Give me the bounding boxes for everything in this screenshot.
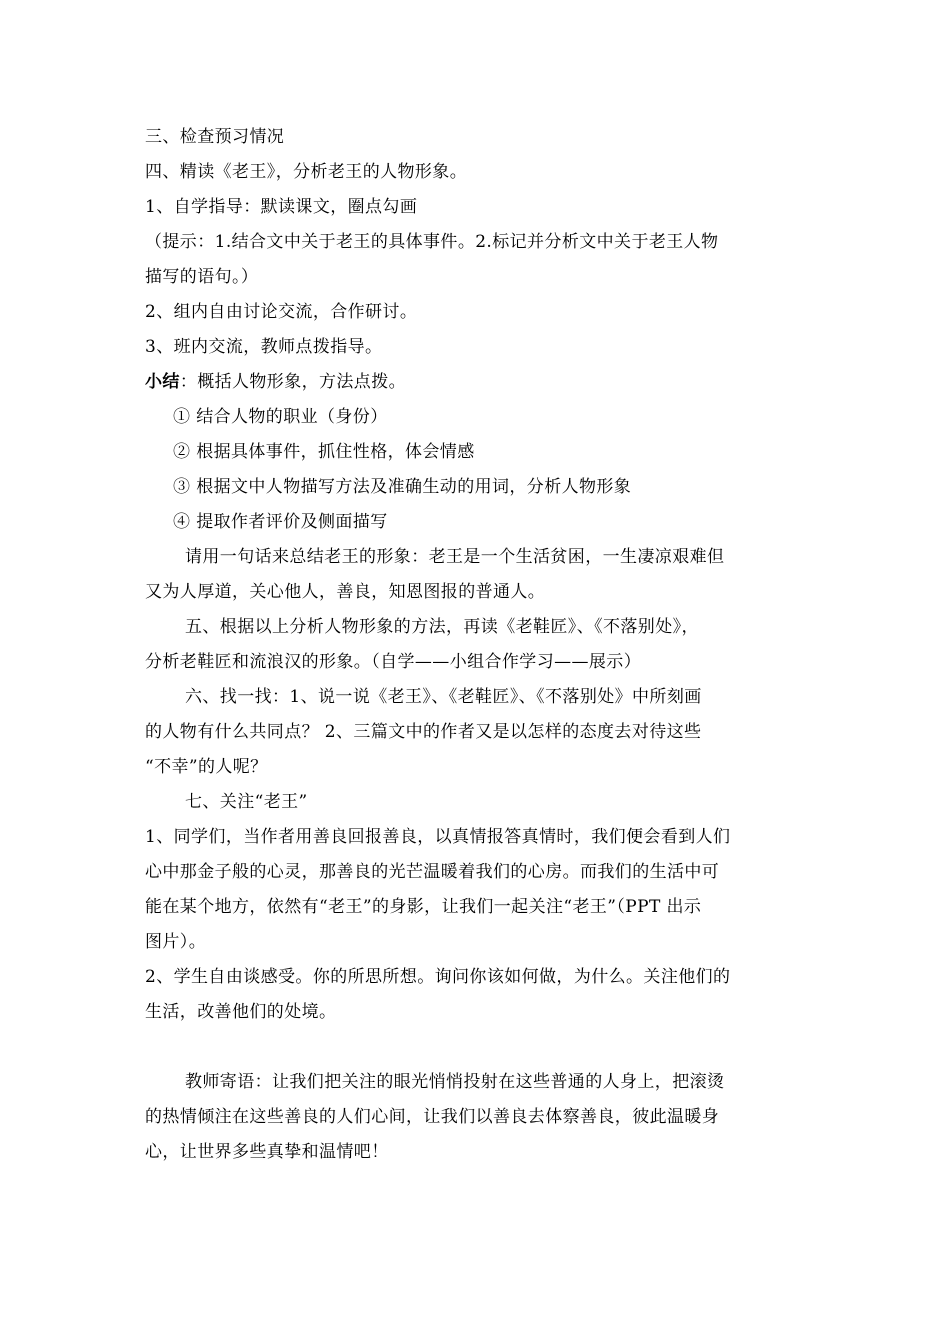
method-item: ① 结合人物的职业（身份） — [173, 407, 388, 427]
image-summary-line-1: 请用一句话来总结老王的形象：老王是一个生活贫困，一生凄凉艰难但 — [185, 547, 725, 567]
section-five-line-2: 分析老鞋匠和流浪汉的形象。（自学——小组合作学习——展示） — [145, 652, 642, 672]
section-seven-item1-line-2: 心中那金子般的心灵，那善良的光芒温暖着我们的心房。而我们的生活中可 — [145, 862, 720, 882]
summary-text: ：概括人物形象，方法点拨。 — [179, 372, 407, 392]
teacher-message-line-2: 的热情倾注在这些善良的人们心间，让我们以善良去体察善良，彼此温暖身 — [145, 1107, 720, 1127]
section-seven-item1-line-3: 能在某个地方，依然有“老王”的身影，让我们一起关注“老王”（PPT 出示 — [145, 897, 702, 917]
teacher-message-line-1: 教师寄语：让我们把关注的眼光悄悄投射在这些普通的人身上，把滚烫 — [185, 1072, 725, 1092]
method-item: ③ 根据文中人物描写方法及准确生动的用词，分析人物形象 — [173, 477, 632, 497]
class-exchange-item: 3、班内交流，教师点拨指导。 — [145, 337, 383, 357]
summary-label: 小结 — [145, 372, 180, 392]
paragraph-spacer — [145, 1030, 815, 1065]
document-body — [145, 120, 815, 1170]
hint-line-1: （提示：1.结合文中关于老王的具体事件。2.标记并分析文中关于老王人物 — [145, 232, 719, 252]
method-item: ② 根据具体事件，抓住性格，体会情感 — [173, 442, 475, 462]
study-guide-item: 1、自学指导：默读课文，圈点勾画 — [145, 197, 418, 217]
hint-line-2: 描写的语句。） — [145, 267, 259, 287]
section-seven-item1-line-4: 图片）。 — [145, 932, 207, 952]
method-item: ④ 提取作者评价及侧面描写 — [173, 512, 388, 532]
section-three-heading: 三、检查预习情况 — [145, 127, 285, 147]
section-four-heading: 四、精读《老王》，分析老王的人物形象。 — [145, 162, 468, 182]
section-five-line-1: 五、根据以上分析人物形象的方法，再读《老鞋匠》、《不落别处》， — [185, 617, 699, 637]
image-summary-line-2: 又为人厚道，关心他人，善良，知恩图报的普通人。 — [145, 582, 546, 602]
group-discussion-item: 2、组内自由讨论交流，合作研讨。 — [145, 302, 418, 322]
section-six-line-2: 的人物有什么共同点？ 2、三篇文中的作者又是以怎样的态度去对待这些 — [145, 722, 702, 742]
section-seven-item1-line-1: 1、同学们，当作者用善良回报善良，以真情报答真情时，我们便会看到人们 — [145, 827, 731, 847]
summary-line — [145, 365, 815, 400]
section-seven-item2-line-1: 2、学生自由谈感受。你的所思所想。询问你该如何做，为什么。关注他们的 — [145, 967, 731, 987]
section-six-line-1: 六、找一找：1、说一说《老王》、《老鞋匠》、《不落别处》中所刻画 — [185, 687, 702, 707]
teacher-message-line-3: 心，让世界多些真挚和温情吧！ — [145, 1142, 389, 1162]
section-seven-heading: 七、关注“老王” — [185, 792, 308, 812]
section-seven-item2-line-2: 生活，改善他们的处境。 — [145, 1002, 337, 1022]
section-six-line-3: “不幸”的人呢？ — [145, 757, 268, 777]
